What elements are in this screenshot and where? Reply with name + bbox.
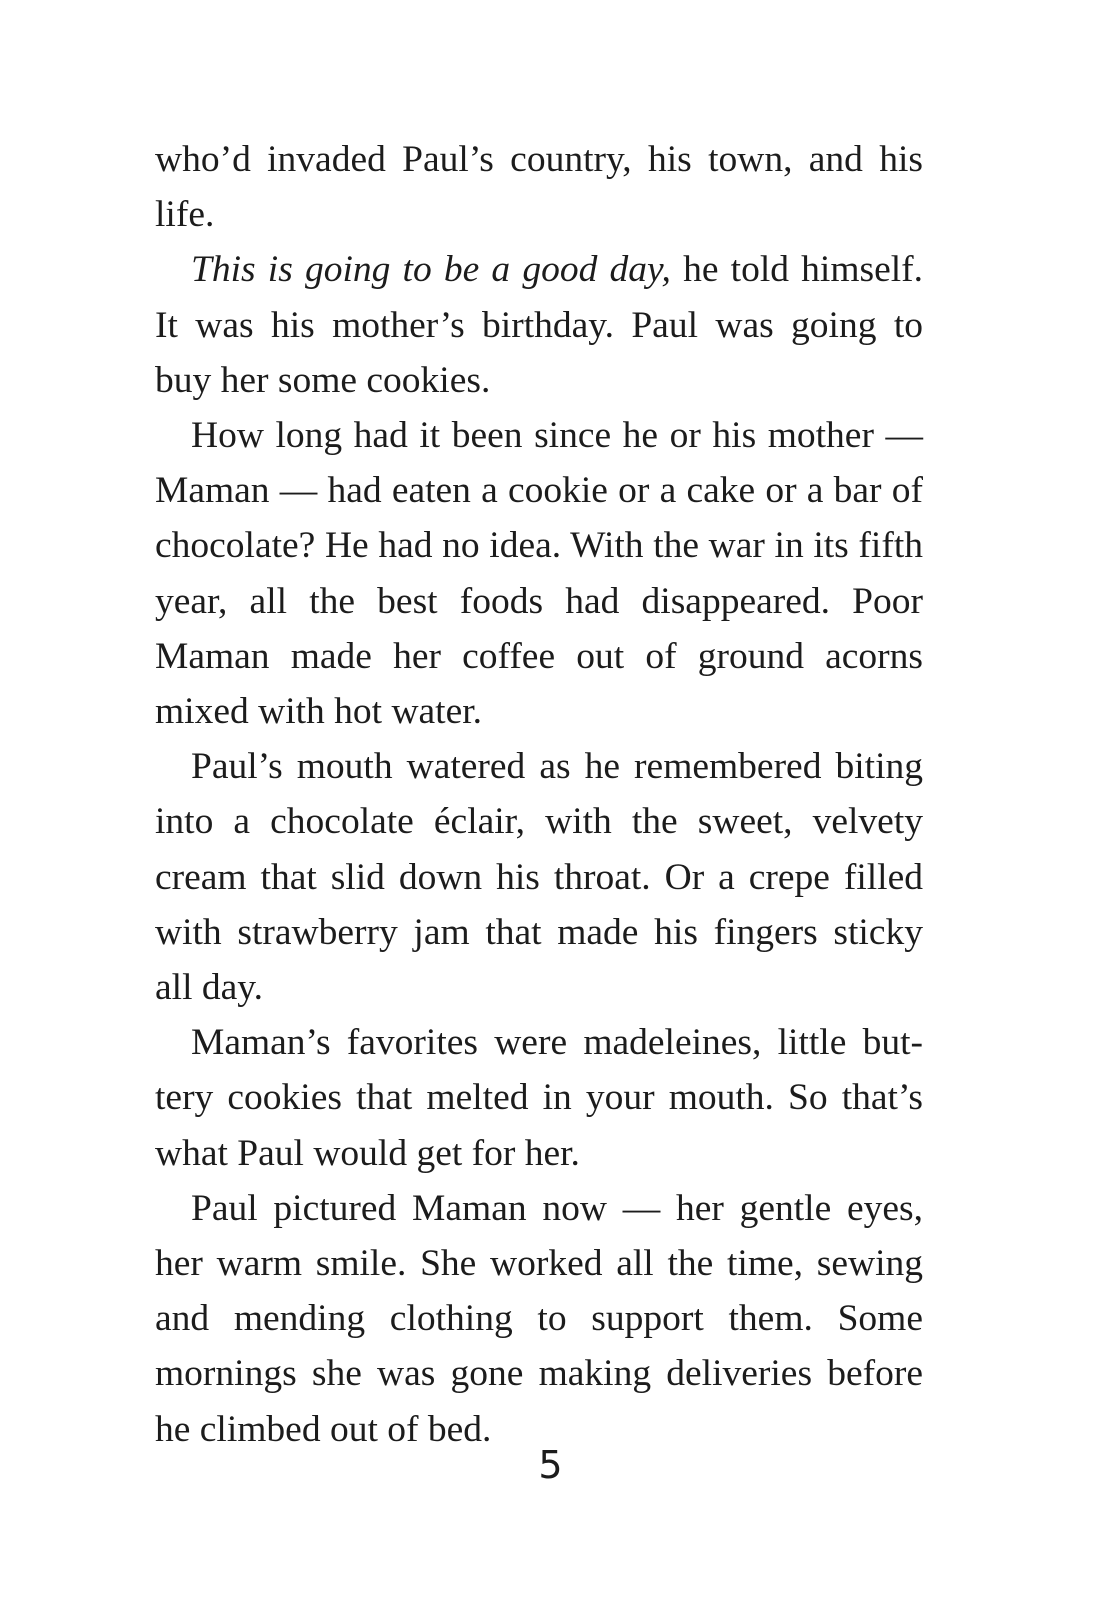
paragraph-4-text: Paul’s mouth watered as he remembered biting into a chocolate éclair, with the sweet, velvety cream that slid down his throat. Or a crepe filled with strawberry jam that made his fingers sticky all day.: [155, 746, 923, 1009]
paragraph-2-text: he told himself. It was his mother’s birthday. Paul was going to buy her some cookies.: [155, 249, 924, 401]
paragraph-1-text: who’d invaded Paul’s country, his town, and his life.: [155, 139, 923, 236]
page-number: 5: [538, 1443, 563, 1487]
paragraph-3-text: How long had it been since he or his mother — Maman — had eaten a cookie or a cake or a bar of chocolate? He had no idea. With the war in its fifth year, all the best foods had disappeared. Poor Maman made her coffee out of ground acorns mixed with hot water.: [155, 415, 923, 733]
paragraph-4: [155, 739, 923, 1015]
paragraph-6: [155, 1181, 923, 1457]
paragraph-5-text: Maman’s favorites were madeleines, little buttery cookies that melted in your mouth. So that’s what Paul would get for her.: [155, 1022, 923, 1174]
paragraph-5: [155, 1015, 923, 1181]
paragraph-2-italic-text: This is going to be a good day,: [191, 249, 671, 291]
paragraph-3: [155, 408, 923, 739]
body-text: [155, 132, 923, 1457]
paragraph-1: [155, 132, 923, 242]
paragraph-2: [155, 242, 923, 408]
paragraph-6-text: Paul pictured Maman now — her gentle eyes, her warm smile. She worked all the time, sewing and mending clothing to support them. Some mornings she was gone making deliveries before he climbed out of bed.: [155, 1187, 923, 1450]
